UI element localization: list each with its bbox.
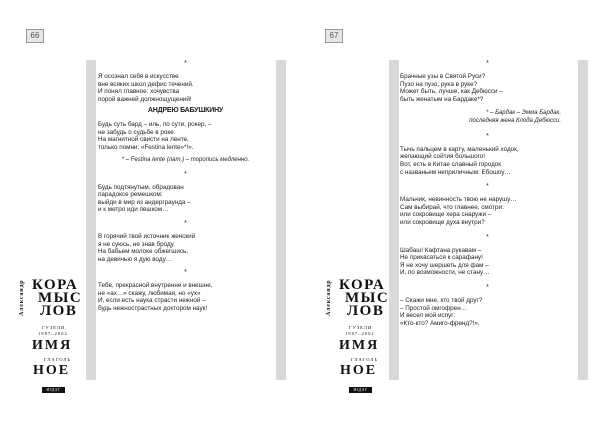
poem-line: И весел мой испуг: (400, 312, 456, 320)
title-word: ИМЯ (32, 338, 73, 353)
poem-line: парадоксе ремешком: (98, 191, 163, 199)
poem-line: вне всяких школ дефис течений. (98, 80, 194, 88)
subtitle-label: ГЛАГОЛЬ (44, 357, 72, 362)
author-name-part: ЛОВ (347, 303, 385, 319)
poem-line: и к метро иди пешком… (98, 206, 169, 214)
stanza (400, 247, 575, 277)
stanza (98, 233, 273, 263)
author-logo-left (20, 278, 98, 402)
genre-label: ГУЗЕЛИ (349, 325, 373, 330)
author-logo-right (327, 278, 405, 402)
poem-line: И понял главное: хочувства (98, 88, 180, 96)
star-divider: * (486, 60, 489, 67)
poem-line: «Кто-кто? Амиго-френд?!». (400, 319, 480, 327)
poem-line: Я осознал себя в искусстве (98, 73, 179, 80)
footnote: * – Festina lente (лат.) – торопись медленно. (121, 157, 250, 164)
poem-line: Вот, есть в Китае славный городок (400, 160, 502, 168)
author-name-part: КОРА (339, 277, 386, 293)
poem-line: На магнитной свисти на ленте, (98, 136, 189, 144)
poem-line: я не суюсь, не знав броду. (98, 240, 175, 248)
publisher-tag: ИЗДАТ (42, 387, 65, 393)
left-page-text (98, 60, 273, 380)
stanza (400, 146, 575, 176)
footnote-line: последняя жена Клода Дебюсси. (469, 117, 561, 124)
stanza (400, 196, 575, 226)
poem-line: желающий сойтия большого! (400, 153, 486, 161)
stanza (98, 73, 273, 103)
poem-line: только помни: «Festina lente»*!». (98, 143, 194, 151)
title-word: ИМЯ (339, 338, 380, 353)
poem-line: будь нежнострастных доктором наук! (98, 305, 208, 313)
left-gray-bar-right (276, 60, 286, 380)
dedication-heading: АНДРЕЮ БАБУШКИНУ (147, 107, 224, 115)
author-name-part: МЫС (38, 290, 83, 306)
author-firstname: Александр (19, 279, 25, 316)
author-name-part: ЛОВ (40, 303, 78, 319)
star-divider: * (184, 60, 187, 67)
poem-line: И, по возможности, не стану… (400, 269, 490, 277)
poem-line: или сокровище хера снаружи – (400, 211, 492, 219)
author-name-part: МЫС (345, 290, 390, 306)
star-divider: * (184, 219, 187, 227)
author-firstname: Александр (326, 279, 332, 316)
poem-line: Мальчик, невинность твою не нарушу… (400, 196, 517, 204)
poem-line: на девичью я дую воду… (98, 255, 173, 263)
poem-line: быть женатым на Бардаке*? (400, 95, 484, 103)
star-divider: * (184, 170, 187, 178)
stanza (98, 121, 273, 151)
poem-line: На бабьем молоке обжегшись, (98, 248, 189, 256)
poem-line: – Простой омгофрен… (400, 304, 467, 312)
poem-line: Тебе, прекрасной внутренне и внешне, (98, 282, 213, 290)
years-label: 1987–2002 (345, 331, 375, 336)
star-divider: * (486, 132, 489, 140)
star-divider: * (486, 183, 489, 191)
stanza (400, 73, 575, 103)
poem-line: порой важней должнощущений! (98, 95, 192, 103)
star-divider: * (486, 283, 489, 291)
poem-line: Пузо на пузо, рука в руке? (400, 80, 478, 88)
years-label: 1987–2002 (38, 331, 68, 336)
right-page-text (400, 60, 575, 380)
poem-line: Брачные узы в Святой Руси? (400, 73, 486, 80)
star-divider: * (184, 269, 187, 277)
poem-line: Тычь пальцем в карту, маленький ходок, (400, 145, 519, 153)
subtitle-label: ГЛАГОЛЬ (351, 357, 379, 362)
right-gray-bar-right (578, 60, 588, 380)
poem-line: Не прикасаться к сарафану! (400, 254, 483, 262)
genre-label: ГУЗЕЛИ (42, 325, 66, 330)
poem-line: В горячий твой источник женский (98, 232, 196, 240)
page-number-right: 67 (325, 29, 343, 43)
stanza (400, 297, 575, 327)
author-name-part: КОРА (32, 277, 79, 293)
poem-line: Я не хочу шершеть для фам – (400, 261, 489, 269)
footnote (400, 110, 575, 124)
star-divider: * (486, 233, 489, 241)
poem-line: не «ах…» скажу, любимая, но «ух» (98, 289, 201, 297)
footnote-line: * – Бардак – Эмма Бардак, (486, 110, 561, 117)
poem-line: И, если есть наука страсти нежной – (98, 297, 206, 305)
poem-line: Будь суть бард – иль, по сути, рокер, – (98, 120, 212, 128)
poem-line: – Скажи мне, кто твой друг? (400, 296, 483, 304)
poem-line: Сам выбирай, что главнее, смотри: (400, 203, 504, 211)
poem-line: Будь подтянутым, обрадован (98, 183, 184, 191)
title-word: НОЕ (340, 363, 378, 378)
page-number-left: 66 (26, 29, 44, 43)
stanza (98, 282, 273, 312)
poem-line: выйди в мир из андерграунда – (98, 198, 191, 206)
poem-line: Шабаш! Кафтана рукавам – (400, 246, 482, 254)
poem-line: с названьем неприличным: Ебошоу… (400, 168, 511, 176)
stanza (98, 184, 273, 214)
poem-line: или сокровище духа внутри? (400, 218, 485, 226)
poem-line: не забудь о судьбе в роке. (98, 128, 176, 136)
title-word: НОЕ (33, 363, 71, 378)
publisher-tag: ИЗДАТ (349, 387, 372, 393)
poem-line: Может быть, лучше, как Дебюсси – (400, 88, 503, 96)
